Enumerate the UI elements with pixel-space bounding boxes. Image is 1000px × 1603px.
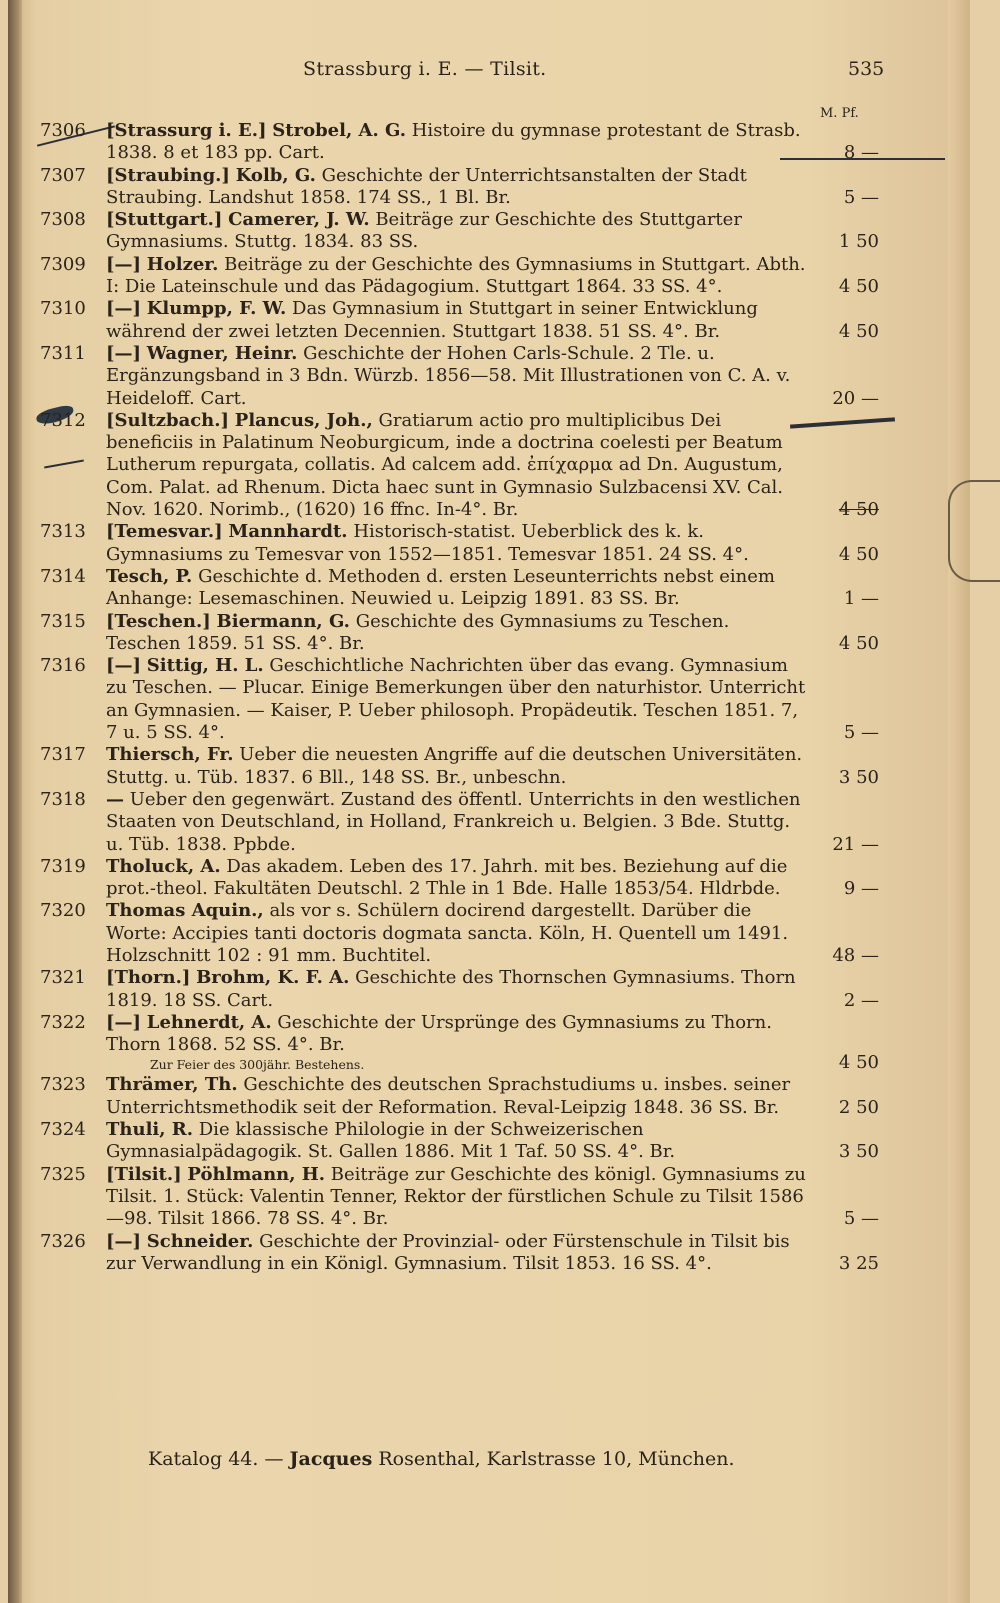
entry-number: 7317 xyxy=(40,744,86,766)
entry-price: 20 — xyxy=(832,387,879,409)
entry-place: [Stuttgart.] xyxy=(106,209,223,231)
page-number: 535 xyxy=(848,58,885,80)
catalog-entry xyxy=(40,1164,890,1231)
entry-description: Geschichtliche Nachrichten über das evang. Gymnasium zu Teschen. — Plucar. Einige Bemerkungen über den naturhistor. Unterricht an Gymnasien. — Kaiser, P. Ueber philosoph. Propädeutik. Teschen 1851. 7, 7 u. 5 SS. 4°. xyxy=(106,655,806,744)
entry-body xyxy=(106,611,809,656)
entry-description: Geschichte des Gymnasiums zu Teschen. Teschen 1859. 51 SS. 4°. Br. xyxy=(106,610,730,654)
entry-price: 3 25 xyxy=(838,1252,879,1274)
entry-body xyxy=(106,655,809,744)
entry-number: 7325 xyxy=(40,1163,86,1185)
footer-name: Jacques xyxy=(289,1448,373,1470)
entry-author: Schneider. xyxy=(146,1230,254,1252)
entry-description: als vor s. Schülern docirend dargestellt. Darüber die Worte: Accipies tanti doctoris dogmata sancta. Köln, H. Quentell um 1491. Holzschnitt 102 : 91 mm. Buchtitel. xyxy=(106,900,789,966)
entry-place: [Strassurg i. E.] xyxy=(106,120,267,141)
entry-author: Thomas Aquin., xyxy=(106,900,264,922)
catalog-entry xyxy=(40,254,890,299)
entry-body xyxy=(106,343,809,410)
catalog-entry xyxy=(40,789,890,856)
entry-author: Klumpp, F. W. xyxy=(146,298,287,320)
entry-body xyxy=(106,410,809,521)
entry-price: 4 50 xyxy=(838,1052,879,1074)
entry-author: Holzer. xyxy=(146,253,219,275)
entry-price: 4 50 xyxy=(838,499,879,521)
entry-author: Thrämer, Th. xyxy=(106,1074,238,1096)
entry-description: Geschichte des deutschen Sprachstudiums u. insbes. seiner Unterrichtsmethodik seit der Reformation. Reval-Leipzig 1848. 36 SS. Br. xyxy=(106,1074,791,1118)
entry-body xyxy=(106,254,809,299)
entry-price: 1 50 xyxy=(838,231,879,253)
entry-body xyxy=(106,521,809,566)
entry-price: 4 50 xyxy=(838,632,879,654)
entry-place: [—] xyxy=(106,342,142,364)
entry-description: Geschichte des Thornschen Gymnasiums. Thorn 1819. 18 SS. Cart. xyxy=(106,967,796,1011)
entry-body xyxy=(106,1164,809,1231)
entry-description: Beiträge zu der Geschichte des Gymnasiums in Stuttgart. Abth. I: Die Lateinschule und das Pädagogium. Stuttgart 1864. 33 SS. 4°. xyxy=(106,253,806,298)
entry-number: 7326 xyxy=(40,1230,86,1252)
entry-body xyxy=(106,967,809,1012)
footer-prefix: Katalog 44. — xyxy=(148,1448,284,1470)
entry-number: 7311 xyxy=(40,342,86,364)
entry-price: 3 50 xyxy=(838,1141,879,1163)
entry-body xyxy=(106,744,809,789)
catalog-entry xyxy=(40,1231,890,1276)
entry-number: 7306 xyxy=(40,120,86,141)
entry-place: [Thorn.] xyxy=(106,967,191,989)
entry-author: Brohm, K. F. A. xyxy=(196,967,350,989)
entry-place: [—] xyxy=(106,298,142,320)
catalog-entry xyxy=(40,165,890,210)
entry-body xyxy=(106,1074,809,1119)
catalog-entry xyxy=(40,410,890,521)
entry-author: Pöhlmann, H. xyxy=(187,1163,326,1185)
entry-place: [—] xyxy=(106,253,142,275)
entry-number: 7323 xyxy=(40,1074,86,1096)
catalog-entry xyxy=(40,566,890,611)
entry-place: [Teschen.] xyxy=(106,610,211,632)
entry-description: Geschichte d. Methoden d. ersten Leseunterrichts nebst einem Anhange: Lesemaschinen. Neuwied u. Leipzig 1891. 83 SS. Br. xyxy=(106,565,775,610)
entry-number: 7320 xyxy=(40,900,86,922)
entry-price: 4 50 xyxy=(838,320,879,342)
entry-price: 48 — xyxy=(832,944,879,966)
entry-description: Geschichte der Unterrichtsanstalten der Stadt Straubing. Landshut 1858. 174 SS., 1 Bl. Br. xyxy=(106,164,747,208)
entry-number: 7307 xyxy=(40,164,86,186)
entry-number: 7318 xyxy=(40,788,86,810)
entry-place: [—] xyxy=(106,1230,142,1252)
entry-price: 3 50 xyxy=(838,766,879,788)
catalog-entry xyxy=(40,655,890,744)
entry-description: Das Gymnasium in Stuttgart in seiner Entwicklung während der zwei letzten Decennien. Stuttgart 1838. 51 SS. 4°. Br. xyxy=(106,298,758,342)
entry-description: Beiträge zur Geschichte des königl. Gymnasiums zu Tilsit. 1. Stück: Valentin Tenner, Rektor der fürstlichen Schule zu Tilsit 1586—98. Tilsit 1866. 78 SS. 4°. Br. xyxy=(106,1163,806,1230)
entry-author: — xyxy=(106,788,124,810)
footer-rest: Rosenthal, Karlstrasse 10, München. xyxy=(378,1448,735,1470)
entry-description: Die klassische Philologie in der Schweizerischen Gymnasialpädagogik. St. Gallen 1886. Mit 1 Taf. 50 SS. 4°. Br. xyxy=(106,1119,676,1163)
entry-author: Thiersch, Fr. xyxy=(106,744,234,766)
book-spine-shadow xyxy=(8,0,22,1603)
entry-description: Geschichte der Provinzial- oder Fürstenschule in Tilsit bis zur Verwandlung in ein Königl. Gymnasium. Tilsit 1853. 16 SS. 4°. xyxy=(106,1230,790,1274)
running-title: Strassburg i. E. — Tilsit. xyxy=(303,58,547,80)
entry-author: Camerer, J. W. xyxy=(228,209,370,231)
entry-number: 7310 xyxy=(40,298,86,320)
entry-body xyxy=(106,1119,809,1164)
catalog-entry xyxy=(40,900,890,967)
entry-author: Mannhardt. xyxy=(228,521,348,543)
entry-price: 8 — xyxy=(843,142,879,164)
entry-body xyxy=(106,120,809,165)
entry-price: 5 — xyxy=(843,1208,879,1230)
entry-price: 2 50 xyxy=(838,1096,879,1118)
entry-place: [Sultzbach.] xyxy=(106,409,230,431)
catalog-entry xyxy=(40,343,890,410)
entry-author: Lehnerdt, A. xyxy=(146,1011,272,1033)
entry-author: Tholuck, A. xyxy=(106,855,221,877)
entry-body xyxy=(106,298,809,343)
entry-author: Kolb, G. xyxy=(235,164,316,186)
entry-place: [Straubing.] xyxy=(106,164,230,186)
entry-body xyxy=(106,856,809,901)
entry-author: Thuli, R. xyxy=(106,1119,194,1141)
entry-number: 7314 xyxy=(40,565,86,587)
entry-number: 7315 xyxy=(40,610,86,632)
entry-author: Tesch, P. xyxy=(106,565,193,587)
entry-body xyxy=(106,209,809,254)
entry-price: 9 — xyxy=(843,878,879,900)
entry-note: Zur Feier des 300jähr. Bestehens. xyxy=(150,1057,365,1073)
entry-price: 4 50 xyxy=(838,276,879,298)
entry-number: 7316 xyxy=(40,655,86,677)
catalog-entry xyxy=(40,1012,890,1075)
catalog-entry xyxy=(40,611,890,656)
catalog-entry xyxy=(40,298,890,343)
catalog-entry xyxy=(40,120,890,165)
entry-number: 7308 xyxy=(40,209,86,231)
catalog-entry xyxy=(40,967,890,1012)
entry-author: Strobel, A. G. xyxy=(272,120,406,141)
entry-body xyxy=(106,165,809,210)
entry-body xyxy=(106,566,809,611)
entry-number: 7322 xyxy=(40,1011,86,1033)
catalog-entries xyxy=(40,120,890,1275)
entry-price: 1 — xyxy=(843,588,879,610)
catalog-entry xyxy=(40,1074,890,1119)
page-clip-mark xyxy=(948,480,1000,582)
entry-price: 4 50 xyxy=(838,543,879,565)
page-header xyxy=(0,58,1000,88)
entry-place: [Tilsit.] xyxy=(106,1163,182,1185)
catalog-entry xyxy=(40,744,890,789)
entry-place: [—] xyxy=(106,655,142,677)
entry-description: Histoire du gymnase protestant de Strasb. 1838. 8 et 183 pp. Cart. xyxy=(106,120,801,164)
price-column-label: M. Pf. xyxy=(820,106,859,121)
page-footer xyxy=(148,1448,735,1470)
entry-description: Historisch-statist. Ueberblick des k. k. Gymnasiums zu Temesvar von 1552—1851. Temesvar 1851. 24 SS. 4°. xyxy=(106,521,749,565)
catalog-entry xyxy=(40,209,890,254)
entry-body xyxy=(106,1012,809,1075)
entry-description: Das akadem. Leben des 17. Jahrh. mit bes. Beziehung auf die prot.-theol. Fakultäten Deutschl. 2 Thle in 1 Bde. Halle 1853/54. Hldrbde. xyxy=(106,855,788,900)
entry-description: Beiträge zur Geschichte des Stuttgarter Gymnasiums. Stuttg. 1834. 83 SS. xyxy=(106,209,742,253)
catalog-entry xyxy=(40,521,890,566)
entry-body xyxy=(106,900,809,967)
entry-price: 5 — xyxy=(843,722,879,744)
entry-place: [Temesvar.] xyxy=(106,521,223,543)
entry-number: 7319 xyxy=(40,855,86,877)
entry-price: 21 — xyxy=(832,833,879,855)
entry-number: 7312 xyxy=(40,409,86,431)
entry-price: 5 — xyxy=(843,186,879,208)
entry-author: Plancus, Joh., xyxy=(234,409,373,431)
entry-number: 7321 xyxy=(40,967,86,989)
entry-author: Sittig, H. L. xyxy=(146,655,264,677)
entry-author: Wagner, Heinr. xyxy=(146,342,298,364)
entry-body xyxy=(106,1231,809,1276)
entry-author: Biermann, G. xyxy=(216,610,350,632)
entry-body xyxy=(106,789,809,856)
entry-description: Ueber den gegenwärt. Zustand des öffentl. Unterrichts in den westlichen Staaten von Deutschland, in Holland, Frankreich u. Belgien. 3 Bde. Stuttg. u. Tüb. 1838. Ppbde. xyxy=(106,788,801,855)
entry-number: 7313 xyxy=(40,521,86,543)
page-edge xyxy=(948,0,970,1603)
entry-description: Geschichte der Hohen Carls-Schule. 2 Tle. u. Ergänzungsband in 3 Bdn. Würzb. 1856—58. Mit Illustrationen von C. A. v. Heideloff. Cart. xyxy=(106,342,791,409)
entry-place: [—] xyxy=(106,1011,142,1033)
entry-description: Ueber die neuesten Angriffe auf die deutschen Universitäten. Stuttg. u. Tüb. 1837. 6 Bll., 148 SS. Br., unbeschn. xyxy=(106,744,803,788)
entry-price: 2 — xyxy=(843,989,879,1011)
entry-description: Gratiarum actio pro multiplicibus Dei beneficiis in Palatinum Neoburgicum, inde a doctrina coelesti per Beatum Lutherum repurgata, collatis. Ad calcem add. ἐπίχαρμα ad Dn. Augustum, Com. Palat. ad Rhenum. Dicta haec sunt in Gymnasio Sulzbacensi XV. Cal. Nov. 1620. Norimb., (1620) 16 ffnc. In-4°. Br. xyxy=(106,409,784,521)
entry-number: 7309 xyxy=(40,253,86,275)
entry-description: Geschichte der Ursprünge des Gymnasiums zu Thorn. Thorn 1868. 52 SS. 4°. Br. xyxy=(106,1011,772,1056)
catalog-entry xyxy=(40,856,890,901)
entry-number: 7324 xyxy=(40,1119,86,1141)
catalog-entry xyxy=(40,1119,890,1164)
